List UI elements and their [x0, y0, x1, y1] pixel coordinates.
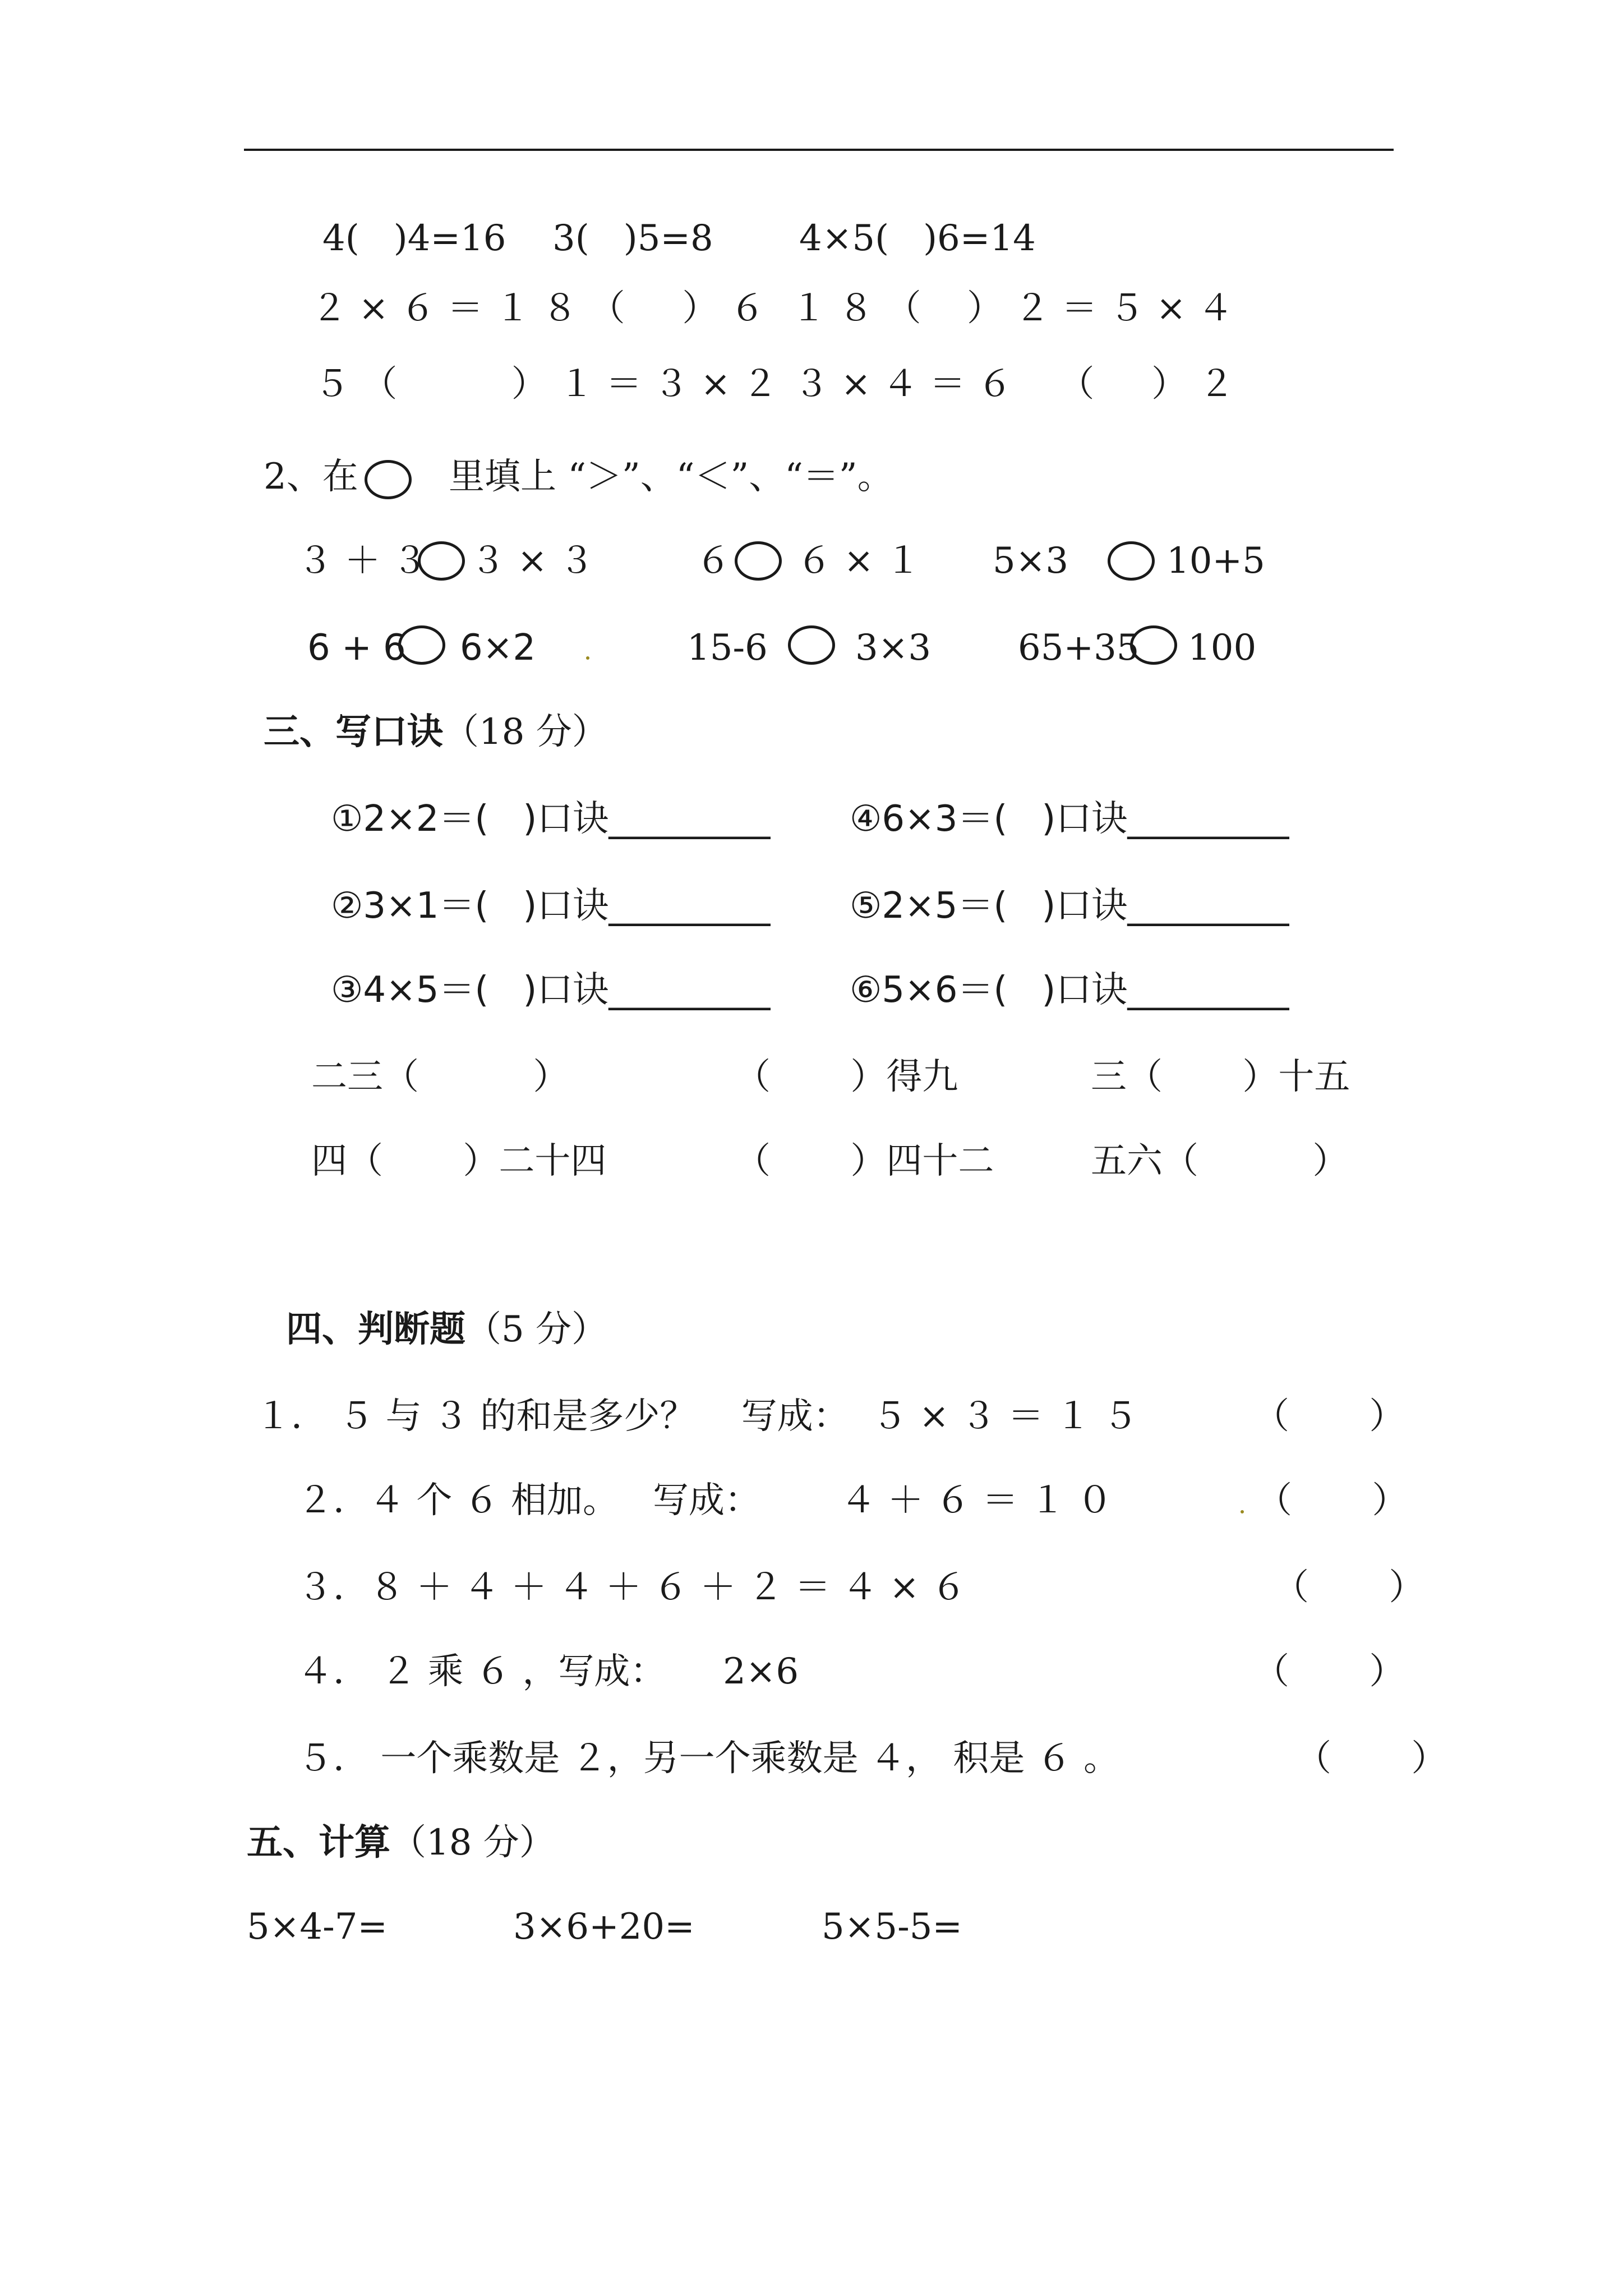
compare-right: 3×3: [855, 627, 932, 669]
circle-blank-icon: [365, 460, 412, 499]
judge-paren[interactable]: （ ）: [1253, 1396, 1405, 1437]
judge-paren[interactable]: （ ）: [1256, 1480, 1408, 1521]
fill-op-item: 4( )4=16: [322, 218, 506, 259]
fill-op-item: 4×5( )6=14: [799, 218, 1036, 259]
rhyme-blank: （ ）四十二: [735, 1140, 994, 1182]
compare-left: 15-6: [687, 627, 768, 669]
rhyme-item: ②3×1＝( )口诀_________: [331, 885, 771, 927]
header-rule: [244, 149, 1394, 151]
section-title-text: 三、写口诀: [264, 711, 443, 753]
section-title: [247, 1820, 555, 1865]
judge-item: ２．４ 个 ６ 相加。 写成： ４ ＋ ６ ＝ １ ０: [297, 1480, 1113, 1521]
compare-circle[interactable]: [1130, 625, 1177, 665]
compare-right: ３ × ３: [470, 540, 595, 582]
fill-op-item: ３ × ４ ＝ ６ （ ） ２: [794, 364, 1235, 405]
section-points: （5 分）: [465, 1309, 608, 1350]
compare-heading-suffix: 里填上 “＞”、“＜”、“＝”。: [449, 456, 893, 498]
stray-dot: [1241, 1510, 1244, 1513]
fill-op-item: １ ８ （ ） ２ ＝ ５ × ４: [791, 288, 1234, 329]
stray-dot: [586, 656, 589, 660]
compare-heading-prefix: 2、在: [264, 456, 358, 498]
judge-paren[interactable]: （ ）: [1273, 1567, 1425, 1608]
compare-left: 65+35: [1018, 627, 1140, 669]
rhyme-blank: 三（ ）十五: [1091, 1056, 1350, 1098]
compare-left: 6 + 6: [307, 627, 406, 669]
compare-circle[interactable]: [735, 541, 782, 581]
section-points: （18 分）: [390, 1822, 555, 1864]
judge-item: ４． ２ 乘 ６ ，写成： 2×6: [297, 1651, 799, 1692]
compare-circle[interactable]: [788, 625, 835, 665]
compare-left: ３ ＋ ３: [297, 540, 428, 582]
rhyme-blank: 四（ ）二十四: [311, 1140, 607, 1182]
rhyme-blank: （ ）得九: [735, 1056, 958, 1098]
rhyme-item: ③4×5＝( )口诀_________: [331, 969, 771, 1011]
judge-item: ５． 一个乘数是 ２，另一个乘数是 ４， 积是 ６ 。: [297, 1738, 1120, 1779]
compare-circle[interactable]: [398, 625, 445, 665]
compare-right: ６ × １: [796, 540, 921, 582]
fill-op-item: 3( )5=8: [552, 218, 713, 259]
section-title-text: 四、判断题: [286, 1308, 465, 1350]
fill-op-item: ２ × ６ ＝ １ ８ （ ） ６: [311, 288, 766, 329]
section-title: [264, 710, 608, 754]
judge-item: １． ５ 与 ３ 的和是多少？ 写成： ５ × ３ ＝ １ ５: [255, 1396, 1138, 1437]
section-points: （18 分）: [443, 711, 608, 753]
compare-circle[interactable]: [418, 541, 465, 581]
rhyme-item: ⑥5×6＝( )口诀_________: [850, 969, 1289, 1011]
compare-right: 6×2: [460, 627, 536, 669]
judge-paren[interactable]: （ ）: [1295, 1738, 1447, 1779]
judge-item: ３．８ ＋ ４ ＋ ４ ＋ ６ ＋ ２ ＝ ４ × ６: [297, 1567, 967, 1608]
fill-op-item: ５ （ ） １ ＝ ３ × ２: [314, 364, 778, 405]
rhyme-item: ⑤2×5＝( )口诀_________: [850, 885, 1289, 927]
calc-item: 5×5-5=: [822, 1906, 963, 1948]
judge-paren[interactable]: （ ）: [1253, 1651, 1405, 1692]
compare-circle[interactable]: [1108, 541, 1155, 581]
calc-item: 5×4-7=: [247, 1906, 388, 1948]
section-title-text: 五、计算: [247, 1821, 390, 1864]
rhyme-blank: 二三（ ）: [311, 1056, 569, 1098]
calc-item: 3×6+20=: [513, 1906, 695, 1948]
rhyme-blank: 五六（ ）: [1091, 1140, 1349, 1182]
compare-right: 10+5: [1166, 540, 1265, 582]
rhyme-item: ④6×3＝( )口诀_________: [850, 798, 1289, 840]
compare-left: 5×3: [993, 540, 1069, 582]
section-title: [286, 1307, 607, 1352]
compare-left: ６: [695, 540, 731, 582]
rhyme-item: ①2×2＝( )口诀_________: [331, 798, 771, 840]
compare-right: 100: [1188, 627, 1257, 669]
